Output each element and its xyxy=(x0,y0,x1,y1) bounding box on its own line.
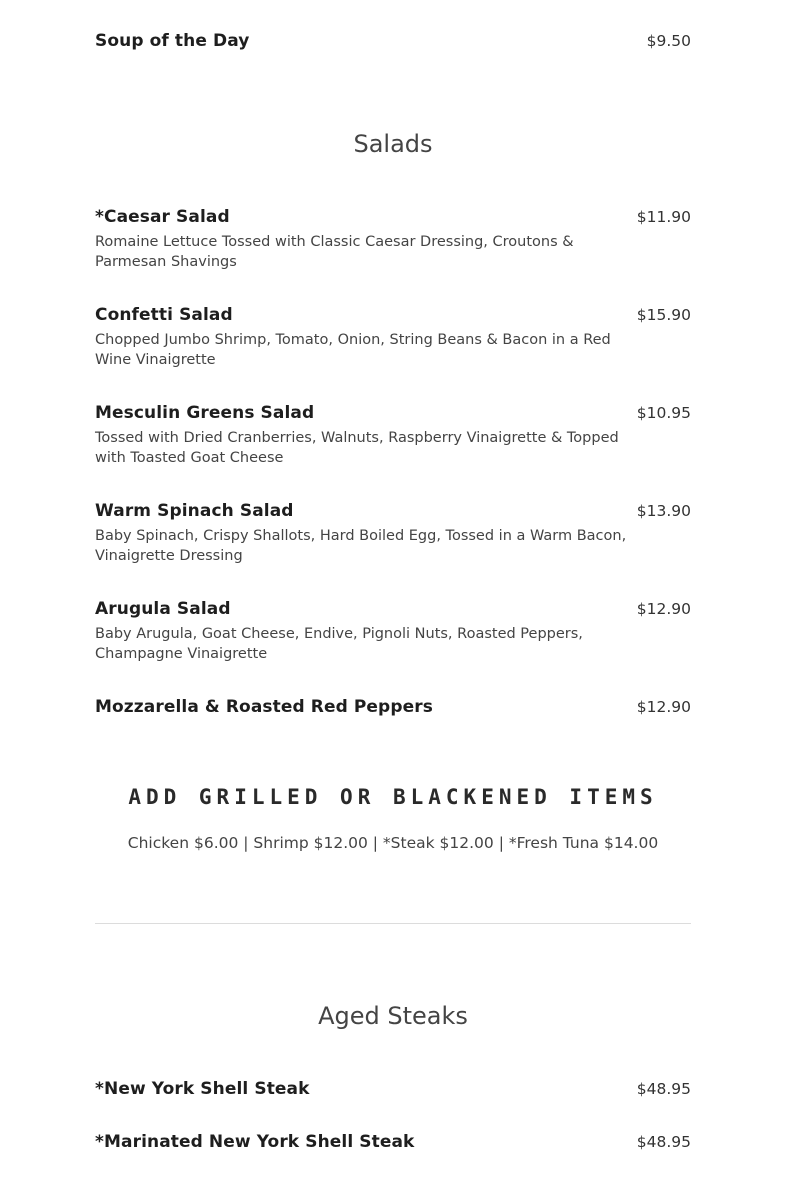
item-name: *Caesar Salad xyxy=(95,207,230,227)
item-price: $12.90 xyxy=(636,698,691,716)
item-price: $9.50 xyxy=(646,32,691,50)
item-description: Baby Arugula, Goat Cheese, Endive, Pignoli Nuts, Roasted Peppers, Champagne Vinaigrette xyxy=(95,626,583,662)
item-price: $48.95 xyxy=(636,1080,691,1098)
item-name: Warm Spinach Salad xyxy=(95,501,294,521)
item-description: Tossed with Dried Cranberries, Walnuts, Raspberry Vinaigrette & Topped with Toasted Goat Cheese xyxy=(95,430,619,466)
item-price: $10.95 xyxy=(636,404,691,422)
menu-item-mozzarella-roasted-red-peppers xyxy=(95,696,691,718)
menu-item-marinated-new-york-shell-steak xyxy=(95,1131,691,1153)
item-description: Romaine Lettuce Tossed with Classic Caesar Dressing, Croutons & Parmesan Shavings xyxy=(95,234,574,270)
section-title-aged-steaks: Aged Steaks xyxy=(318,1002,468,1030)
section-divider xyxy=(95,923,691,924)
addons-title: ADD GRILLED OR BLACKENED ITEMS xyxy=(128,785,658,809)
menu-item-mesculin-greens-salad xyxy=(95,402,691,468)
item-name: Arugula Salad xyxy=(95,599,231,619)
item-price: $15.90 xyxy=(636,306,691,324)
item-name: *Marinated New York Shell Steak xyxy=(95,1132,415,1152)
item-name: Mesculin Greens Salad xyxy=(95,403,315,423)
item-description: Baby Spinach, Crispy Shallots, Hard Boiled Egg, Tossed in a Warm Bacon, Vinaigrette Dressing xyxy=(95,528,627,564)
item-price: $12.90 xyxy=(636,600,691,618)
item-name: *New York Shell Steak xyxy=(95,1079,310,1099)
item-description: Chopped Jumbo Shrimp, Tomato, Onion, String Beans & Bacon in a Red Wine Vinaigrette xyxy=(95,332,611,368)
item-price: $11.90 xyxy=(636,208,691,226)
menu-item-new-york-shell-steak xyxy=(95,1078,691,1100)
menu-item-soup xyxy=(95,30,691,52)
section-title-salads: Salads xyxy=(353,130,433,158)
menu-item-arugula-salad xyxy=(95,598,691,664)
item-name: Mozzarella & Roasted Red Peppers xyxy=(95,697,433,717)
item-name: Confetti Salad xyxy=(95,305,233,325)
item-price: $13.90 xyxy=(636,502,691,520)
item-price: $48.95 xyxy=(636,1133,691,1151)
menu-item-confetti-salad xyxy=(95,304,691,370)
menu-item-caesar-salad xyxy=(95,206,691,272)
menu-item-warm-spinach-salad xyxy=(95,500,691,566)
addons-price-list: Chicken $6.00 | Shrimp $12.00 | *Steak $12.00 | *Fresh Tuna $14.00 xyxy=(127,834,659,852)
item-name: Soup of the Day xyxy=(95,31,250,51)
